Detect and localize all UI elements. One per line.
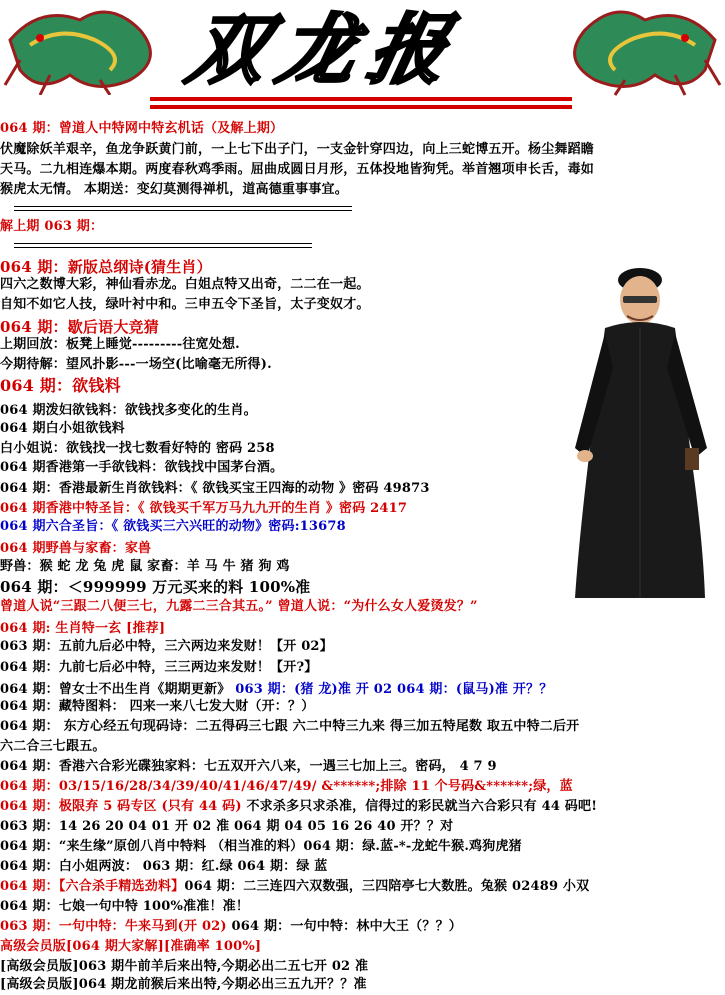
divider — [14, 206, 352, 211]
man-in-robe-photo — [565, 258, 715, 603]
text-line: 四六之数博大彩，神仙看赤龙。白姐点特又出奇，二二在一起。 — [0, 277, 370, 292]
text-line: 064 期：歇后语大竞猜 — [0, 318, 159, 336]
text-line: 064 期六合圣旨：《 欲钱买三六兴旺的动物》密码:13678 — [0, 519, 346, 534]
text-line: 064 期：曾女士不出生肖《期期更新》 063 期：(猪 龙)准 开 02 064 期：(鼠马)准 开？？ — [0, 682, 553, 697]
text-line: 野兽：猴 蛇 龙 兔 虎 鼠 家畜：羊 马 牛 猪 狗 鸡 — [0, 559, 290, 574]
title-underline — [150, 97, 572, 101]
text-line: 064 期：白小姐两波： 063 期：红.绿 064 期：绿 蓝 — [0, 859, 328, 874]
dragon-right-icon — [565, 0, 725, 100]
text-line: 064 期白小姐欲钱料 — [0, 421, 125, 436]
text-line: 今期待解：望风扑影---一场空(比喻毫无所得). — [0, 357, 272, 372]
text-line: [高级会员版]064 期龙前猴后来出特,今期必出三五九开？？准 — [0, 977, 367, 992]
text-line: 064 期野兽与家畜：家兽 — [0, 541, 152, 556]
text-line: 曾道人说“三跟二八便三七，九露二三合其五。” 曾道人说：“为什么女人爱烫发？” — [0, 599, 478, 614]
divider — [14, 243, 312, 248]
text-line: 天马。二九相连爆本期。两度春秋鸡季雨。屈曲成圆日月形，五体投地皆狗凭。举首翘项申长舌，毒如 — [0, 162, 595, 177]
text-line: 064 期：＜999999 万元买来的料 100%准 — [0, 578, 311, 596]
text-line: 064 期: 生肖特一玄 [推荐] — [0, 621, 166, 636]
text-line: 064 期：“来生缘”原创八肖中特料 （相当准的料）064 期：绿.蓝-*-龙蛇牛猴.鸡狗虎猪 — [0, 839, 522, 854]
page-title: 双龙报 — [180, 5, 470, 94]
text-line: 解上期 063 期： — [0, 219, 104, 234]
text-line: 064 期泼妇欲钱料：欲钱找多变化的生肖。 — [0, 403, 257, 418]
header-banner — [0, 0, 725, 112]
text-line: 064 期：03/15/16/28/34/39/40/41/46/47/49/ &******;排除 11 个号码&******;绿，蓝 — [0, 779, 573, 794]
text-line: 063 期：一句中特：牛来马到(开 02) 064 期：一句中特：林中大王（？？） — [0, 919, 462, 934]
text-line: 064 期：七娘一句中特 100%准准！准！ — [0, 899, 250, 914]
text-line: 064 期：九前七后必中特，三三两边来发财！【开?】 — [0, 660, 318, 675]
text-line: 064 期香港中特圣旨：《 欲钱买千军万马九九开的生肖 》密码 2417 — [0, 501, 408, 516]
text-line: 伏魔除妖羊艰辛，鱼龙争跃黄门前，一上七下出子门，一支金针穿四边，向上三蛇博五开。杨尘舞蹈瞻 — [0, 142, 595, 157]
text-line: 自知不如它人技，绿叶衬中和。三申五令下圣旨，太子变奴才。 — [0, 297, 370, 312]
text-line: 高级会员版[064 期大家解][准确率 100%] — [0, 939, 262, 954]
text-line: 063 期：五前九后必中特，三六两边来发财！【开 02】 — [0, 639, 333, 654]
text-line: 064 期：藏特图料： 四来一来八七发大财（开：？） — [0, 699, 315, 714]
text-line: 猴虎太无情。 本期送：变幻莫测得禅机，道高德重事事宜。 — [0, 182, 348, 197]
text-line: 上期回放：板凳上睡觉---------往宽处想. — [0, 337, 240, 352]
text-line: 064 期：香港六合彩光碟独家料：七五双开六八来，一遇三七加上三。密码， 4 7 9 — [0, 759, 497, 774]
text-line: [高级会员版]063 期牛前羊后来出特,今期必出二五七开 02 准 — [0, 959, 369, 974]
dragon-left-icon — [0, 0, 175, 95]
text-line: 064 期香港第一手欲钱料：欲钱找中国茅台酒。 — [0, 460, 284, 475]
text-line: 064 期：极限弃 5 码专区 (只有 44 码) 不求杀多只求杀准，信得过的彩民就当六合彩只有 44 码吧! — [0, 799, 598, 814]
text-line: 064 期：曾道人中特网中特玄机话（及解上期） — [0, 121, 284, 136]
text-line: 白小姐说：欲钱找一找七数看好特的 密码 258 — [0, 441, 275, 456]
text-line: 064 期：【六合杀手精选劲料】064 期：二三连四六双数强，三四陪亭七大数胜。兔猴 02489 小双 — [0, 879, 590, 894]
text-line: 064 期：香港最新生肖欲钱料：《 欲钱买宝王四海的动物 》密码 49873 — [0, 481, 430, 496]
text-line: 064 期：欲钱料 — [0, 376, 121, 395]
text-line: 064 期：新版总纲诗(猜生肖） — [0, 258, 212, 276]
text-line: 064 期： 东方心经五句现码诗：二五得码三七跟 六二中特三九来 得三加五特尾数 取五中特二后开 — [0, 719, 580, 734]
title-underline-2 — [150, 105, 572, 109]
text-line: 063 期：14 26 20 04 01 开 02 准 064 期 04 05 16 26 40 开？？对 — [0, 819, 454, 834]
text-line: 六二合三七跟五。 — [0, 739, 106, 754]
